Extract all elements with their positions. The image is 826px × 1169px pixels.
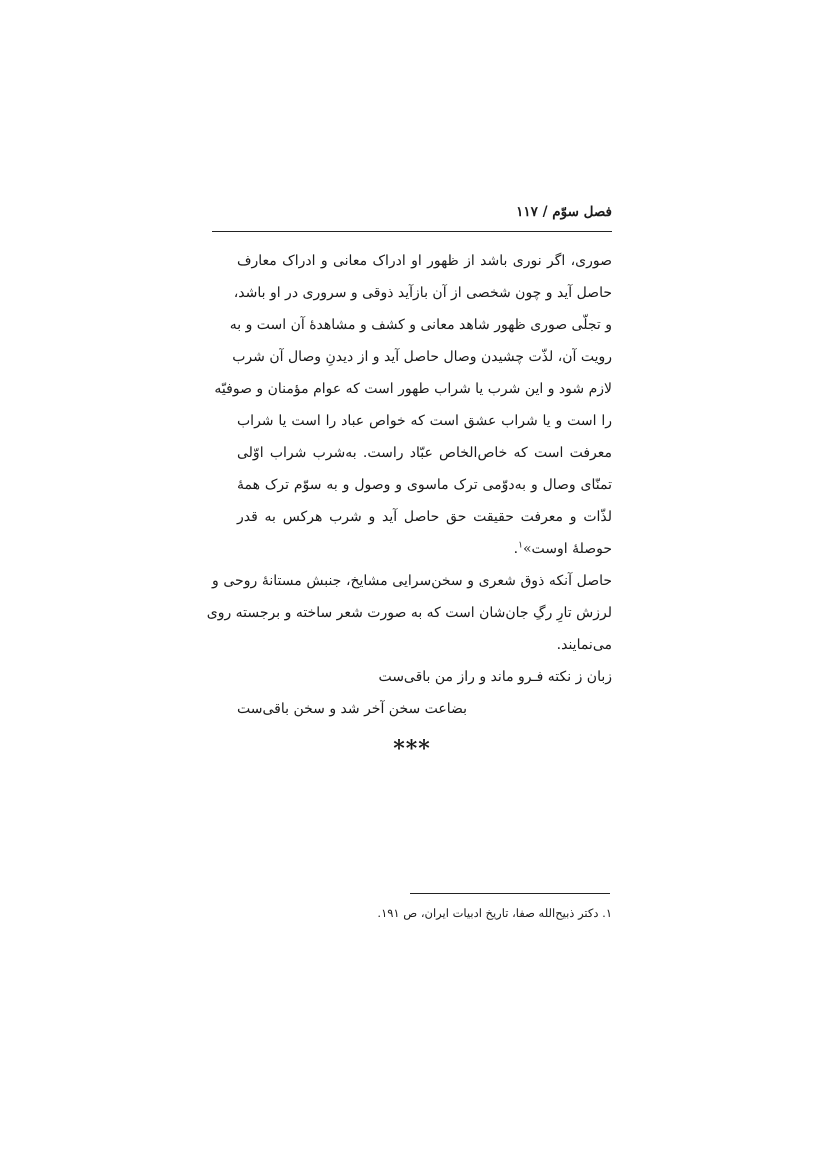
- quote-line: لذّات و معرفت حقیقت حق حاصل آید و شرب هرکس به قدر: [237, 509, 612, 525]
- quote-line: و تجلّی صوری ظهور شاهد معانی و کشف و مشاهدهٔ آن است و به: [229, 317, 612, 333]
- footnote-rule: [410, 893, 610, 894]
- verse-line-1: زبان ز نکته فـرو ماند و راز من باقی‌ست: [378, 669, 612, 685]
- quote-line: معرفت است که خاص‌الخاص عبّاد راست. به‌شرب شراب اوّلی: [237, 445, 612, 461]
- header-rule: [212, 231, 612, 232]
- quote-line: را است و یا شراب عشق است که خواص عباد را است یا شراب: [237, 413, 612, 429]
- body-line: می‌نمایند.: [556, 637, 612, 653]
- section-separator: ***: [393, 736, 431, 762]
- quote-line-text: حوصلهٔ اوست»: [522, 541, 612, 557]
- quote-line: رویت آن، لذّت چشیدن وصال حاصل آید و از دیدنِ وصال آن شرب: [232, 349, 612, 365]
- chapter-title: فصل سوّم: [552, 204, 612, 220]
- quote-line: تمنّای وصال و به‌دوّمی ترک ماسوی و وصول و به سوّم ترک همهٔ: [237, 477, 612, 493]
- quote-line: حاصل آید و چون شخصی از آن بازآید ذوقی و سروری در او باشد،: [233, 285, 612, 301]
- footnote-reference[interactable]: ۱: [518, 540, 523, 551]
- quote-line: لازم شود و این شرب یا شراب طهور است که عوام مؤمنان و صوفیّه: [214, 381, 612, 397]
- page-number: ۱۱۷: [516, 204, 538, 220]
- quote-line: صوری، اگر نوری باشد از ظهور او ادراک معانی و ادراک معارف: [237, 253, 612, 269]
- body-line: حاصل آنکه ذوق شعری و سخن‌سرایی مشایخ، جنبش مستانهٔ روحی و: [212, 573, 612, 589]
- quote-end: .: [513, 541, 519, 557]
- footnote: ۱. دکتر ذبیح‌الله صفا، تاریخ ادبیات ایران، ص ۱۹۱.: [377, 906, 612, 920]
- header-separator: /: [537, 204, 553, 220]
- quote-last-line: [237, 536, 612, 562]
- body-line: لرزش تارِ رگِ جان‌شان است که به صورت شعر ساخته و برجسته روی: [206, 605, 612, 621]
- running-header: [212, 204, 612, 228]
- verse-line-2: بضاعت سخن آخر شد و سخن باقی‌ست: [237, 701, 468, 717]
